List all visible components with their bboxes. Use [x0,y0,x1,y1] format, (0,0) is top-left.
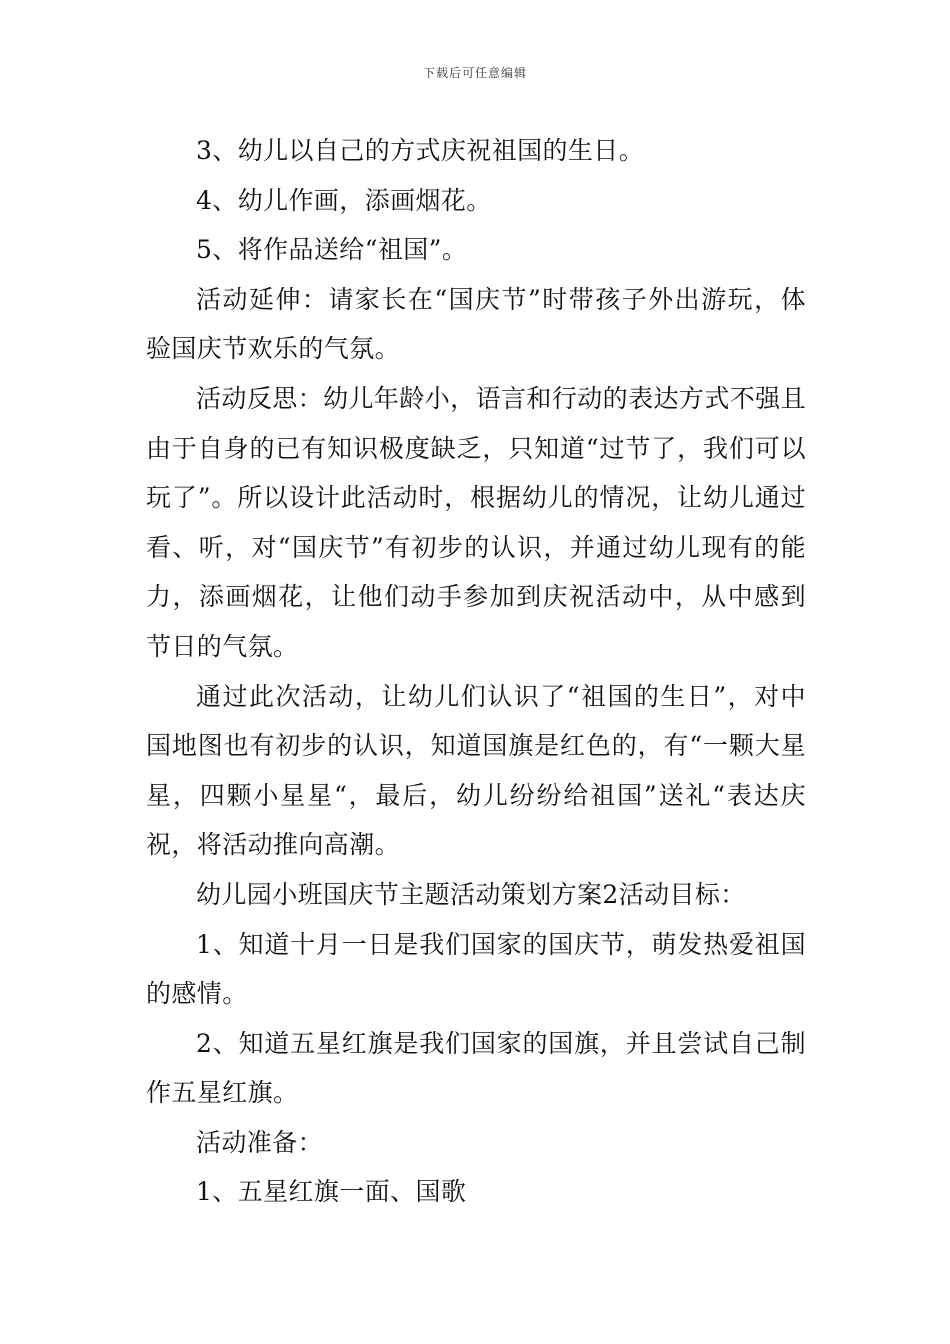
paragraph-step-5: 5、将作品送给“祖国”。 [196,235,468,265]
paragraph-goal-1: 1、知道十月一日是我们国家的国庆节，萌发热爱祖国的感情。 [146,929,806,1009]
paragraph-step-4: 4、幼儿作画，添画烟花。 [196,185,492,215]
page-header-note: 下载后可任意编辑 [422,66,527,80]
paragraph-activity-extension: 活动延伸：请家长在“国庆节”时带孩子外出游玩，体验国庆节欢乐的气氛。 [146,284,806,364]
paragraph-preparation-heading: 活动准备： [196,1127,324,1157]
paragraph-plan-2-title: 幼儿园小班国庆节主题活动策划方案2活动目标： [196,879,746,909]
paragraph-activity-summary: 通过此次活动，让幼儿们认识了“祖国的生日”，对中国地图也有初步的认识，知道国旗是红色的，有“一颗大星星，四颗小星星“，最后，幼儿纷纷给祖国”送礼“表达庆祝，将活动推向高潮。 [146,681,806,860]
paragraph-step-3: 3、幼儿以自己的方式庆祝祖国的生日。 [196,136,645,165]
paragraph-activity-reflection: 活动反思：幼儿年龄小，语言和行动的表达方式不强且由于自身的已有知识极度缺乏，只知道“过节了，我们可以玩了”。所以设计此活动时，根据幼儿的情况，让幼儿通过看、听，对“国庆节”有初步的认识，并通过幼儿现有的能力，添画烟花，让他们动手参加到庆祝活动中，从中感到节日的气氛。 [146,383,806,661]
document-body [146,126,806,1217]
paragraph-preparation-1: 1、五星红旗一面、国歌 [196,1177,467,1207]
paragraph-goal-2: 2、知道五星红旗是我们国家的国旗，并且尝试自己制作五星红旗。 [146,1028,806,1108]
